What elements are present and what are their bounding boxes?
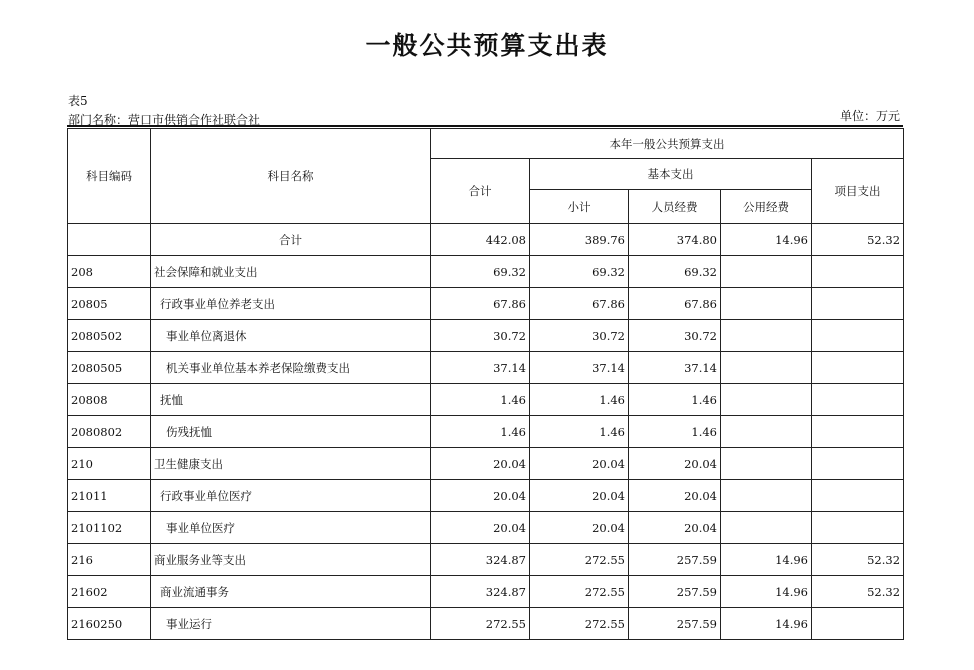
cell-project xyxy=(812,288,904,320)
cell-name: 行政事业单位医疗 xyxy=(151,480,431,512)
cell-personnel: 37.14 xyxy=(629,352,721,384)
cell-personnel: 30.72 xyxy=(629,320,721,352)
cell-code: 2080802 xyxy=(68,416,151,448)
cell-subtotal: 1.46 xyxy=(530,416,629,448)
cell-personnel: 257.59 xyxy=(629,544,721,576)
cell-personnel: 67.86 xyxy=(629,288,721,320)
cell-total: 272.55 xyxy=(431,608,530,640)
cell-personnel: 1.46 xyxy=(629,384,721,416)
total-label: 合计 xyxy=(151,224,431,256)
cell-personnel: 20.04 xyxy=(629,480,721,512)
cell-public: 14.96 xyxy=(721,608,812,640)
cell-subtotal: 30.72 xyxy=(530,320,629,352)
table-row xyxy=(68,576,904,608)
cell-total: 1.46 xyxy=(431,384,530,416)
cell-total: 1.46 xyxy=(431,416,530,448)
cell-public xyxy=(721,352,812,384)
table-row xyxy=(68,384,904,416)
cell-subtotal: 272.55 xyxy=(530,544,629,576)
cell-name: 事业单位离退休 xyxy=(151,320,431,352)
cell-public xyxy=(721,384,812,416)
header-group: 本年一般公共预算支出 xyxy=(431,129,904,159)
cell-personnel: 257.59 xyxy=(629,576,721,608)
header-subtotal: 小计 xyxy=(530,190,629,224)
cell-public xyxy=(721,256,812,288)
cell-total: 30.72 xyxy=(431,320,530,352)
cell-code: 21011 xyxy=(68,480,151,512)
table-row xyxy=(68,416,904,448)
cell-code: 208 xyxy=(68,256,151,288)
header-total: 合计 xyxy=(431,159,530,224)
cell-name: 伤残抚恤 xyxy=(151,416,431,448)
cell-subtotal: 272.55 xyxy=(530,576,629,608)
cell-total: 324.87 xyxy=(431,544,530,576)
total-personnel: 374.80 xyxy=(629,224,721,256)
header-code: 科目编码 xyxy=(68,129,151,224)
unit-label: 单位：万元 xyxy=(839,109,900,123)
cell-name: 抚恤 xyxy=(151,384,431,416)
header-basic: 基本支出 xyxy=(530,159,812,190)
header-rule xyxy=(67,125,903,127)
cell-total: 20.04 xyxy=(431,448,530,480)
cell-name: 商业流通事务 xyxy=(151,576,431,608)
header-project: 项目支出 xyxy=(812,159,904,224)
total-project: 52.32 xyxy=(812,224,904,256)
cell-public xyxy=(721,480,812,512)
total-public: 14.96 xyxy=(721,224,812,256)
cell-project xyxy=(812,512,904,544)
cell-code: 21602 xyxy=(68,576,151,608)
department-name: 部门名称：营口市供销合作社联合社 xyxy=(68,113,261,127)
table-row xyxy=(68,480,904,512)
cell-name: 机关事业单位基本养老保险缴费支出 xyxy=(151,352,431,384)
cell-project xyxy=(812,448,904,480)
cell-code: 216 xyxy=(68,544,151,576)
cell-code: 20805 xyxy=(68,288,151,320)
cell-personnel: 20.04 xyxy=(629,448,721,480)
cell-name: 卫生健康支出 xyxy=(151,448,431,480)
cell-code: 2101102 xyxy=(68,512,151,544)
cell-public xyxy=(721,416,812,448)
cell-project xyxy=(812,256,904,288)
cell-public xyxy=(721,320,812,352)
cell-subtotal: 37.14 xyxy=(530,352,629,384)
total-code xyxy=(68,224,151,256)
total-row xyxy=(68,224,904,256)
cell-subtotal: 69.32 xyxy=(530,256,629,288)
cell-code: 20808 xyxy=(68,384,151,416)
header-name: 科目名称 xyxy=(151,129,431,224)
cell-personnel: 257.59 xyxy=(629,608,721,640)
cell-total: 20.04 xyxy=(431,512,530,544)
cell-subtotal: 20.04 xyxy=(530,512,629,544)
cell-project: 52.32 xyxy=(812,544,904,576)
cell-code: 210 xyxy=(68,448,151,480)
cell-total: 69.32 xyxy=(431,256,530,288)
cell-public: 14.96 xyxy=(721,576,812,608)
table-number: 表5 xyxy=(68,94,88,108)
table-row xyxy=(68,448,904,480)
cell-total: 324.87 xyxy=(431,576,530,608)
table-row xyxy=(68,608,904,640)
header-public: 公用经费 xyxy=(721,190,812,224)
total-total: 442.08 xyxy=(431,224,530,256)
table-row xyxy=(68,352,904,384)
table-row xyxy=(68,288,904,320)
cell-total: 20.04 xyxy=(431,480,530,512)
cell-code: 2080502 xyxy=(68,320,151,352)
cell-name: 社会保障和就业支出 xyxy=(151,256,431,288)
cell-project xyxy=(812,608,904,640)
cell-name: 事业运行 xyxy=(151,608,431,640)
cell-subtotal: 67.86 xyxy=(530,288,629,320)
cell-subtotal: 20.04 xyxy=(530,448,629,480)
cell-name: 商业服务业等支出 xyxy=(151,544,431,576)
cell-public xyxy=(721,448,812,480)
table-row xyxy=(68,256,904,288)
table-row xyxy=(68,512,904,544)
cell-project xyxy=(812,480,904,512)
cell-public xyxy=(721,288,812,320)
cell-project xyxy=(812,352,904,384)
cell-total: 37.14 xyxy=(431,352,530,384)
page-title: 一般公共预算支出表 xyxy=(365,31,609,60)
cell-public xyxy=(721,512,812,544)
cell-project xyxy=(812,320,904,352)
table-row xyxy=(68,320,904,352)
cell-project xyxy=(812,384,904,416)
cell-name: 行政事业单位养老支出 xyxy=(151,288,431,320)
total-subtotal: 389.76 xyxy=(530,224,629,256)
budget-table xyxy=(67,128,904,640)
cell-name: 事业单位医疗 xyxy=(151,512,431,544)
table-row xyxy=(68,544,904,576)
cell-code: 2080505 xyxy=(68,352,151,384)
header-personnel: 人员经费 xyxy=(629,190,721,224)
cell-total: 67.86 xyxy=(431,288,530,320)
cell-subtotal: 272.55 xyxy=(530,608,629,640)
cell-subtotal: 20.04 xyxy=(530,480,629,512)
cell-personnel: 1.46 xyxy=(629,416,721,448)
cell-project: 52.32 xyxy=(812,576,904,608)
cell-project xyxy=(812,416,904,448)
cell-personnel: 69.32 xyxy=(629,256,721,288)
cell-public: 14.96 xyxy=(721,544,812,576)
cell-code: 2160250 xyxy=(68,608,151,640)
cell-personnel: 20.04 xyxy=(629,512,721,544)
cell-subtotal: 1.46 xyxy=(530,384,629,416)
